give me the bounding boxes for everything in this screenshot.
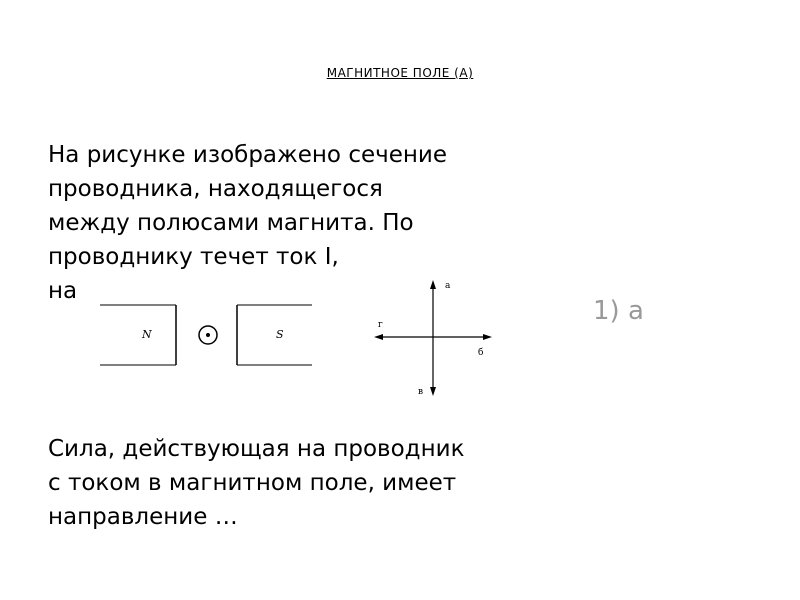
arrow-down-icon — [430, 387, 436, 396]
slide-title: МАГНИТНОЕ ПОЛЕ (А) — [326, 66, 474, 80]
question-line: направление … — [48, 504, 238, 530]
question-text-2 — [48, 432, 464, 534]
north-pole — [100, 305, 176, 365]
question-line: с током в магнитном поле, имеет — [48, 470, 457, 496]
arrow-left-icon — [374, 334, 383, 340]
south-pole — [237, 305, 312, 365]
question-line: между полюсами магнита. По — [48, 210, 414, 236]
south-label: S — [276, 328, 284, 341]
arrow-right-icon — [483, 334, 492, 340]
direction-label-left: г — [378, 320, 383, 330]
conductor-icon — [199, 326, 217, 344]
question-line: на — [48, 278, 78, 304]
question-line: На рисунке изображено сечение — [48, 142, 447, 168]
question-line: проводника, находящегося — [48, 176, 383, 202]
direction-label-up: а — [445, 281, 451, 291]
question-text — [48, 138, 447, 308]
north-label: N — [142, 328, 152, 341]
answer-text: 1) а — [593, 296, 644, 326]
direction-label-down: в — [418, 387, 424, 397]
direction-label-right: б — [478, 348, 484, 358]
question-line: Сила, действующая на проводник — [48, 436, 465, 462]
question-line: проводнику течет ток I, — [48, 244, 339, 270]
